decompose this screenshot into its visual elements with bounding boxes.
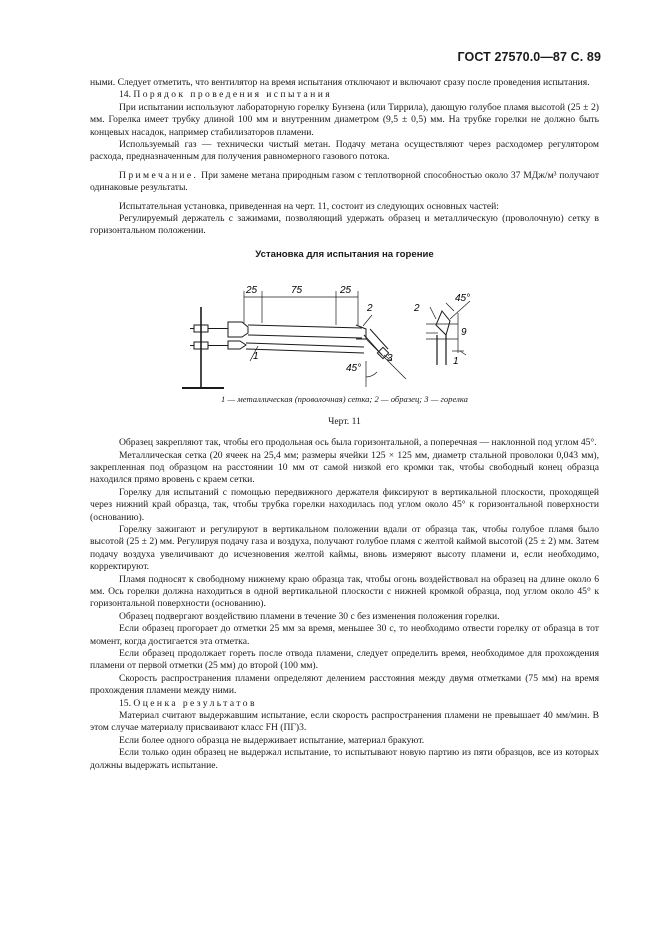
page-header: ГОСТ 27570.0—87 С. 89 bbox=[457, 50, 601, 64]
paragraph: Используемый газ — технически чистый метан. Подачу метана осуществляют через расходомер регулятором расхода, предназначенным для получения равномерного газового потока. bbox=[90, 139, 599, 163]
note bbox=[90, 170, 599, 195]
angle-45-main: 45° bbox=[346, 363, 362, 375]
side-callout-2: 2 bbox=[414, 303, 420, 315]
specimen bbox=[248, 325, 362, 328]
paragraph: Образец закрепляют так, чтобы его продольная ось была горизонтальной, а поперечная — наклонной под углом 45°. bbox=[119, 437, 597, 449]
paragraph: Если только один образец не выдержал испытание, то испытывают новую партию из пяти образцов, все из которых должны выдержать испытание. bbox=[90, 747, 599, 771]
paragraph: Металлическая сетка (20 ячеек на 25,4 мм; размеры ячейки 125 × 125 мм, диаметр стальной проволоки 0,043 мм), закрепленная под образцом на расстоянии 10 мм от самой низкой его кромки так, чтобы свободный конец образца находился прямо вровень с краем сетки. bbox=[90, 449, 599, 486]
document-body bbox=[90, 77, 599, 772]
dim-75: 75 bbox=[291, 285, 303, 297]
callout-3: 3 bbox=[387, 353, 393, 365]
paragraph: Испытательная установка, приведенная на черт. 11, состоит из следующих основных частей: bbox=[119, 200, 499, 212]
section-number: 14. bbox=[119, 89, 131, 101]
note-heading: Примечание. bbox=[119, 169, 199, 181]
paragraph: Если образец продолжает гореть после отвода пламени, следует определить время, необходимое для прохождения пламени от первой отметки (25 мм) до второй (100 мм). bbox=[90, 648, 599, 672]
section-heading-14 bbox=[90, 89, 599, 101]
paragraph: Если более одного образца не выдерживает испытание, материал бракуют. bbox=[119, 734, 425, 746]
paragraph: Пламя подносят к свободному нижнему краю образца так, чтобы огонь воздействовал на образец на длине около 6 мм. Ось горелки должна находиться в одной вертикальной плоскости с нижней кромкой образца, под углом около 45° к горизонтальной поверхности (основанию). bbox=[90, 573, 599, 610]
section-heading-15 bbox=[90, 698, 599, 710]
figure-caption: 1 — металлическая (проволочная) сетка; 2 — образец; 3 — горелка bbox=[221, 394, 468, 405]
section-title: Оценка результатов bbox=[133, 697, 257, 709]
paragraph: Образец подвергают воздействию пламени в течение 30 с без изменения положения горелки. bbox=[119, 610, 500, 622]
holder-head bbox=[228, 322, 248, 337]
figure-drawing bbox=[90, 269, 599, 389]
apparatus-drawing bbox=[90, 269, 599, 389]
dim-25-right: 25 bbox=[340, 285, 352, 297]
paragraph: При испытании используют лабораторную горелку Бунзена (или Тиррила), дающую голубое пламя высотой (25 ± 2) мм. Горелка имеет трубку длиной 100 мм и внутренним диаметром (9,5 ± 0,5) мм. На трубке горелки не должно быть концевых насадок, например стабилизаторов пламени. bbox=[90, 101, 599, 138]
section-number: 15. bbox=[119, 697, 131, 709]
paragraph: Регулируемый держатель с зажимами, позволяющий удержать образец и металлическую (проволочную) сетку в горизонтальном положении. bbox=[90, 213, 599, 237]
side-specimen bbox=[436, 311, 450, 335]
note-text: При замене метана природным газом с теплотворной способностью около 37 МДж/м³ получают одинаковые результаты. bbox=[90, 169, 600, 194]
callout-2: 2 bbox=[367, 303, 373, 315]
wire-mesh bbox=[246, 343, 364, 347]
side-gap-9: 9 bbox=[461, 327, 467, 339]
section-title: Порядок проведения испытания bbox=[133, 89, 333, 101]
figure-label: Черт. 11 bbox=[328, 415, 361, 427]
paragraph: Материал считают выдержавшим испытание, если скорость распространения пламени не превышает 40 мм/мин. В этом случае материалу присваивают класс FH (ПГ)3. bbox=[90, 710, 599, 734]
callout-1: 1 bbox=[253, 351, 259, 363]
paragraph: ными. Следует отметить, что вентилятор на время испытания отключают и включают сразу после проведения испытания. bbox=[90, 77, 590, 88]
dim-25-left: 25 bbox=[246, 285, 258, 297]
angle-45-side: 45° bbox=[455, 293, 471, 305]
side-callout-1: 1 bbox=[453, 356, 459, 368]
paragraph: Скорость распространения пламени определяют делением расстояния между двумя отметками (75 мм) на время прохождения пламени между ними. bbox=[90, 672, 599, 697]
paragraph: Если образец прогорает до отметки 25 мм за время, меньшее 30 с, то необходимо отвести горелку от образца в тот момент, когда достигается эта отметка. bbox=[90, 623, 599, 647]
paragraph: Горелку для испытаний с помощью передвижного держателя фиксируют в вертикальной плоскости, проходящей через нижний край образца, так, чтобы трубка горелки находилась под углом около 45° к горизонтальной поверхности (основанию). bbox=[90, 486, 599, 523]
paragraph: Горелку зажигают и регулируют в вертикальном положении вдали от образца так, чтобы голубое пламя было высотой (25 ± 2) мм. Регулируя подачу газа и воздуха, получают голубое пламя с желтой каймой высотой (25 ± 2) мм. Затем подачу воздуха увеличивают до исчезновения желтой каймы, вновь измеряют высоту пламени и, если необходимо, корректируют. bbox=[90, 523, 599, 573]
figure-title: Установка для испытания на горение bbox=[255, 248, 434, 260]
